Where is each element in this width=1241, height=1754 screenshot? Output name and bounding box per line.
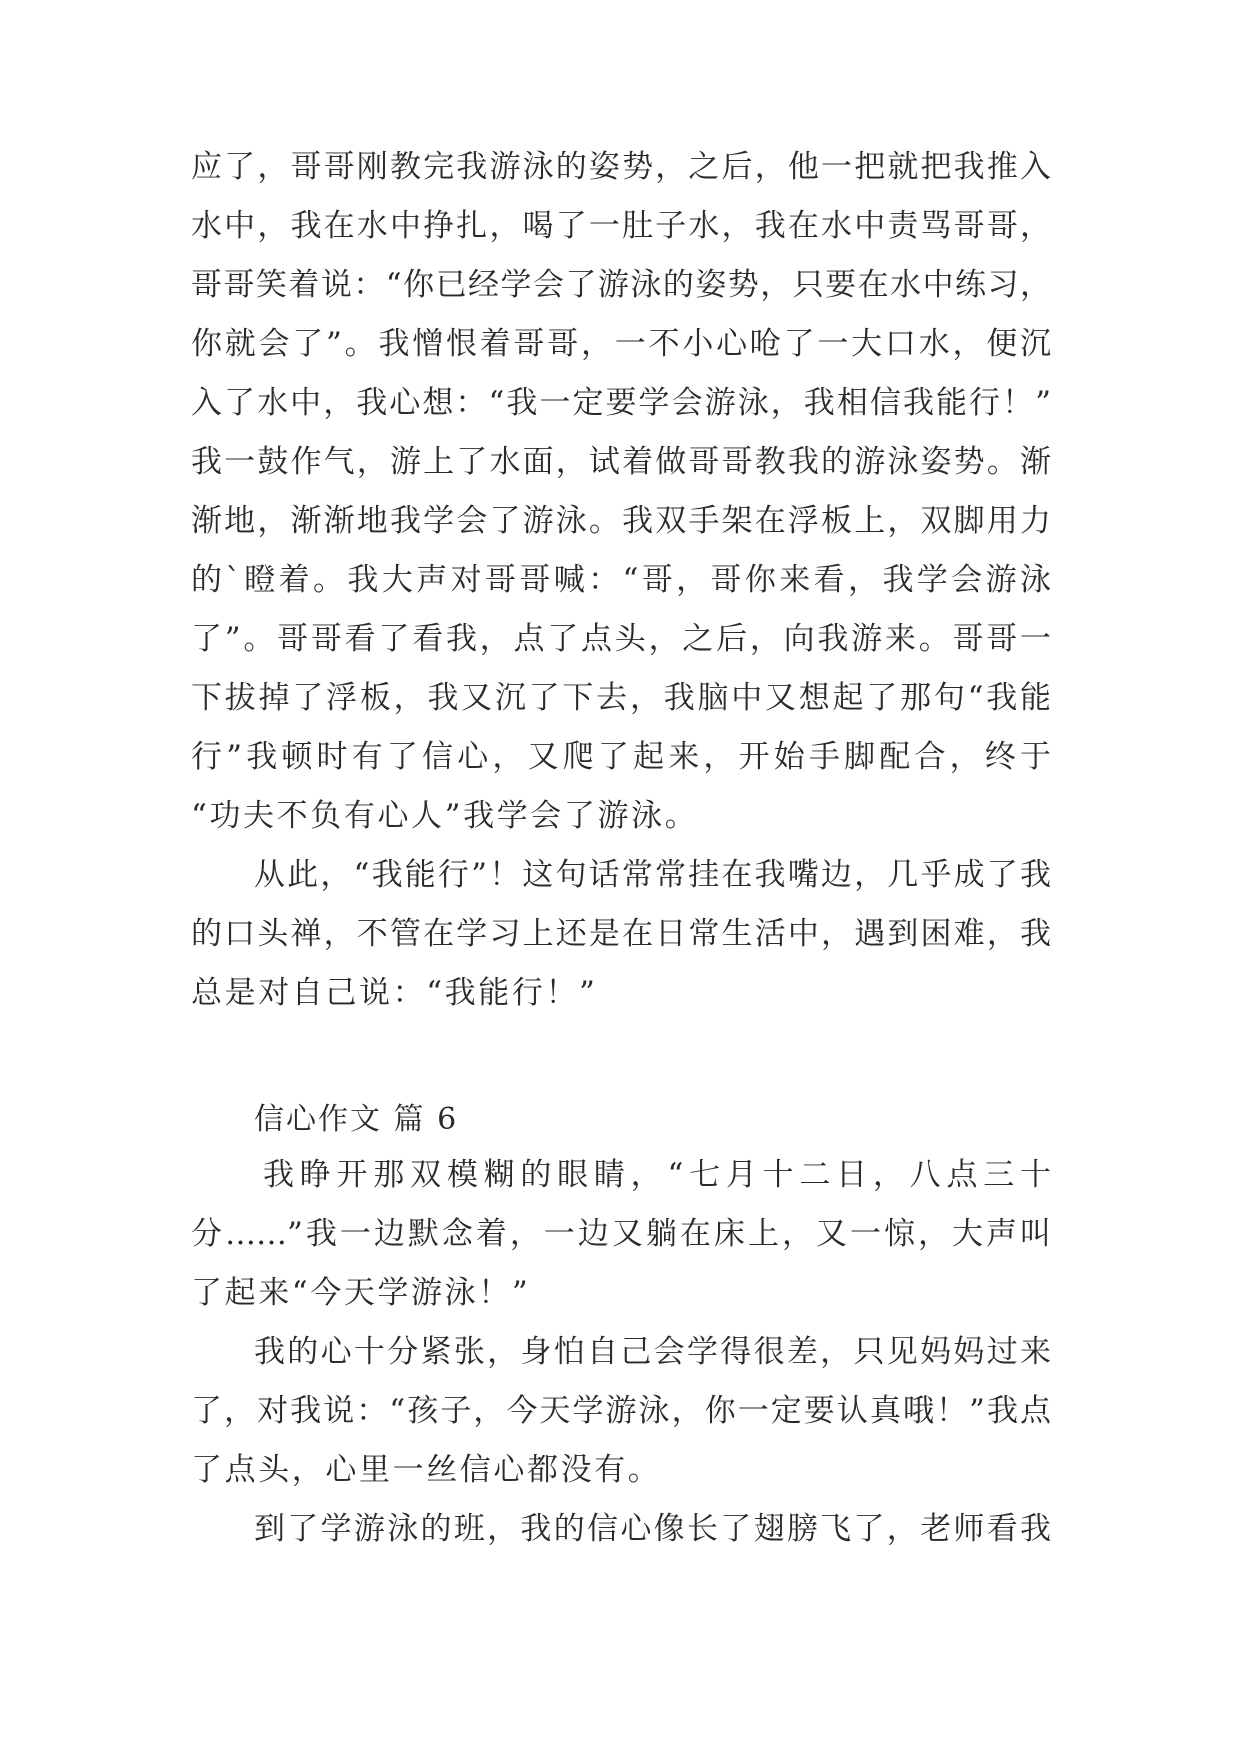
text-line: 渐地，渐渐地我学会了游泳。我双手架在浮板上，双脚用力 bbox=[191, 503, 1051, 539]
paragraph-2 bbox=[191, 846, 1051, 1023]
text-line: 下拔掉了浮板，我又沉了下去，我脑中又想起了那句“我能 bbox=[191, 680, 1051, 716]
text-line: 到了学游泳的班，我的信心像长了翅膀飞了，老师看我 bbox=[254, 1511, 1051, 1547]
text-line: 了，对我说：“孩子，今天学游泳，你一定要认真哦！”我点 bbox=[191, 1393, 1051, 1429]
text-line: “功夫不负有心人”我学会了游泳。 bbox=[191, 798, 699, 834]
paragraph-4 bbox=[191, 1323, 1051, 1500]
text-line: 行”我顿时有了信心，又爬了起来，开始手脚配合，终于 bbox=[191, 739, 1051, 775]
paragraph-3 bbox=[191, 1146, 1051, 1323]
text-line: 我睁开那双模糊的眼睛，“七月十二日，八点三十 bbox=[263, 1157, 1051, 1193]
text-line: 的`瞪着。我大声对哥哥喊：“哥，哥你来看，我学会游泳 bbox=[191, 562, 1051, 598]
text-line: 我一鼓作气，游上了水面，试着做哥哥教我的游泳姿势。渐 bbox=[191, 444, 1051, 480]
text-line: 我的心十分紧张，身怕自己会学得很差，只见妈妈过来 bbox=[254, 1334, 1051, 1370]
section-heading: 信心作文 篇 6 bbox=[254, 1102, 459, 1137]
text-line: 了起来“今天学游泳！” bbox=[191, 1275, 531, 1311]
text-line: 了”。哥哥看了看我，点了点头，之后，向我游来。哥哥一 bbox=[191, 621, 1051, 657]
text-line: 哥哥笑着说：“你已经学会了游泳的姿势，只要在水中练习， bbox=[191, 267, 1051, 303]
paragraph-5 bbox=[191, 1500, 1051, 1559]
text-line: 总是对自己说：“我能行！” bbox=[191, 975, 598, 1011]
text-line: 水中，我在水中挣扎，喝了一肚子水，我在水中责骂哥哥， bbox=[191, 208, 1051, 244]
text-line: 你就会了”。我憎恨着哥哥，一不小心呛了一大口水，便沉 bbox=[191, 326, 1051, 362]
text-line: 分……”我一边默念着，一边又躺在床上，又一惊，大声叫 bbox=[191, 1216, 1051, 1252]
text-line: 了点头，心里一丝信心都没有。 bbox=[191, 1452, 662, 1488]
text-line: 从此，“我能行”！这句话常常挂在我嘴边，几乎成了我 bbox=[254, 857, 1051, 893]
paragraph-1 bbox=[191, 138, 1051, 846]
text-line: 的口头禅，不管在学习上还是在日常生活中，遇到困难，我 bbox=[191, 916, 1051, 952]
text-line: 应了，哥哥刚教完我游泳的姿势，之后，他一把就把我推入 bbox=[191, 149, 1051, 185]
text-line: 入了水中，我心想：“我一定要学会游泳，我相信我能行！” bbox=[191, 385, 1051, 421]
